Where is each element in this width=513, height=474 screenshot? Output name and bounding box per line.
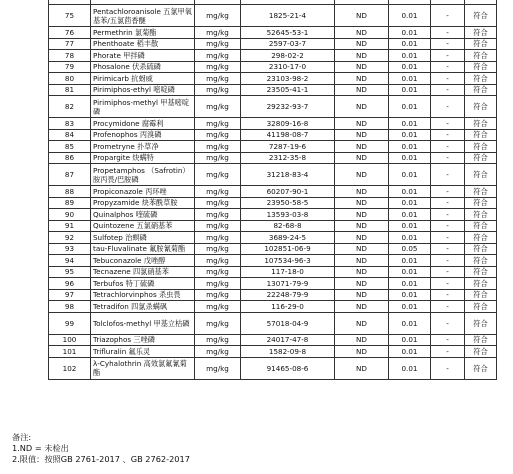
result-cell: ND bbox=[335, 5, 389, 27]
compound-name-cell: Tecnazene 四氯硝基苯 bbox=[91, 266, 195, 278]
dash-cell: - bbox=[431, 220, 465, 232]
limit-cell: 0.01 bbox=[389, 334, 431, 346]
row-number-cell: 91 bbox=[49, 220, 91, 232]
conclusion-cell: 符合 bbox=[465, 164, 497, 186]
table-row bbox=[49, 84, 497, 96]
row-number-cell: 81 bbox=[49, 84, 91, 96]
row-number-cell: 78 bbox=[49, 50, 91, 62]
table-row bbox=[49, 278, 497, 290]
result-cell: ND bbox=[335, 73, 389, 85]
compound-name-cell: Phorate 甲拌磷 bbox=[91, 50, 195, 62]
limit-cell: 0.01 bbox=[389, 84, 431, 96]
cas-number-cell: 52645-53-1 bbox=[241, 27, 335, 39]
result-cell: ND bbox=[335, 141, 389, 153]
unit-cell: mg/kg bbox=[195, 186, 241, 198]
cas-number-cell: 1825-21-4 bbox=[241, 5, 335, 27]
conclusion-cell: 符合 bbox=[465, 84, 497, 96]
row-number-cell: 79 bbox=[49, 61, 91, 73]
dash-cell: - bbox=[431, 27, 465, 39]
unit-cell: mg/kg bbox=[195, 197, 241, 209]
limit-cell: 0.01 bbox=[389, 197, 431, 209]
limit-cell: 0.01 bbox=[389, 164, 431, 186]
result-cell: ND bbox=[335, 61, 389, 73]
unit-cell: mg/kg bbox=[195, 209, 241, 221]
row-number-cell: 76 bbox=[49, 27, 91, 39]
limit-cell: 0.01 bbox=[389, 255, 431, 267]
dash-cell: - bbox=[431, 357, 465, 379]
result-cell: ND bbox=[335, 38, 389, 50]
dash-cell: - bbox=[431, 334, 465, 346]
conclusion-cell: 符合 bbox=[465, 38, 497, 50]
cas-number-cell: 116-29-0 bbox=[241, 301, 335, 313]
result-cell: ND bbox=[335, 278, 389, 290]
dash-cell: - bbox=[431, 209, 465, 221]
result-cell: ND bbox=[335, 152, 389, 164]
conclusion-cell: 符合 bbox=[465, 357, 497, 379]
unit-cell: mg/kg bbox=[195, 357, 241, 379]
dash-cell: - bbox=[431, 164, 465, 186]
compound-name-cell: Quinalphos 喹硫磷 bbox=[91, 209, 195, 221]
conclusion-cell: 符合 bbox=[465, 129, 497, 141]
conclusion-cell: 符合 bbox=[465, 301, 497, 313]
result-cell: ND bbox=[335, 164, 389, 186]
compound-name-cell: Propargite 炔螨特 bbox=[91, 152, 195, 164]
unit-cell: mg/kg bbox=[195, 346, 241, 358]
dash-cell: - bbox=[431, 50, 465, 62]
pesticide-residue-table bbox=[48, 0, 497, 380]
dash-cell: - bbox=[431, 346, 465, 358]
cas-number-cell: 13593-03-8 bbox=[241, 209, 335, 221]
compound-name-cell: Trifluralin 氟乐灵 bbox=[91, 346, 195, 358]
result-cell: ND bbox=[335, 209, 389, 221]
dash-cell: - bbox=[431, 266, 465, 278]
unit-cell: mg/kg bbox=[195, 61, 241, 73]
unit-cell: mg/kg bbox=[195, 141, 241, 153]
limit-cell: 0.01 bbox=[389, 312, 431, 334]
row-number-cell: 77 bbox=[49, 38, 91, 50]
cas-number-cell: 60207-90-1 bbox=[241, 186, 335, 198]
conclusion-cell: 符合 bbox=[465, 209, 497, 221]
limit-cell: 0.01 bbox=[389, 266, 431, 278]
row-number-cell: 80 bbox=[49, 73, 91, 85]
table-row bbox=[49, 197, 497, 209]
conclusion-cell: 符合 bbox=[465, 278, 497, 290]
result-cell: ND bbox=[335, 301, 389, 313]
table-row bbox=[49, 334, 497, 346]
note-line-nd: 1.ND = 未检出 bbox=[12, 443, 69, 453]
result-cell: ND bbox=[335, 266, 389, 278]
cas-number-cell: 82-68-8 bbox=[241, 220, 335, 232]
unit-cell: mg/kg bbox=[195, 301, 241, 313]
compound-name-cell: Pirimiphos-ethyl 嘧啶磷 bbox=[91, 84, 195, 96]
conclusion-cell: 符合 bbox=[465, 50, 497, 62]
result-cell: ND bbox=[335, 197, 389, 209]
unit-cell: mg/kg bbox=[195, 312, 241, 334]
unit-cell: mg/kg bbox=[195, 164, 241, 186]
limit-cell: 0.01 bbox=[389, 209, 431, 221]
cas-number-cell: 91465-08-6 bbox=[241, 357, 335, 379]
result-cell: ND bbox=[335, 186, 389, 198]
limit-cell: 0.01 bbox=[389, 141, 431, 153]
result-cell: ND bbox=[335, 84, 389, 96]
row-number-cell: 100 bbox=[49, 334, 91, 346]
result-cell: ND bbox=[335, 334, 389, 346]
row-number-cell: 89 bbox=[49, 197, 91, 209]
result-cell: ND bbox=[335, 255, 389, 267]
unit-cell: mg/kg bbox=[195, 152, 241, 164]
cas-number-cell: 107534-96-3 bbox=[241, 255, 335, 267]
conclusion-cell: 符合 bbox=[465, 118, 497, 130]
conclusion-cell: 符合 bbox=[465, 141, 497, 153]
conclusion-cell: 符合 bbox=[465, 312, 497, 334]
dash-cell: - bbox=[431, 118, 465, 130]
compound-name-cell: Propyzamide 炔苯酰草胺 bbox=[91, 197, 195, 209]
cas-number-cell: 13071-79-9 bbox=[241, 278, 335, 290]
unit-cell: mg/kg bbox=[195, 232, 241, 244]
row-number-cell: 86 bbox=[49, 152, 91, 164]
row-number-cell: 96 bbox=[49, 278, 91, 290]
notes-section bbox=[12, 432, 190, 465]
conclusion-cell: 符合 bbox=[465, 61, 497, 73]
cas-number-cell: 23103-98-2 bbox=[241, 73, 335, 85]
cas-number-cell: 298-02-2 bbox=[241, 50, 335, 62]
unit-cell: mg/kg bbox=[195, 96, 241, 118]
unit-cell: mg/kg bbox=[195, 243, 241, 255]
result-cell: ND bbox=[335, 357, 389, 379]
table-row bbox=[49, 301, 497, 313]
compound-name-cell: Quintozene 五氯硝基苯 bbox=[91, 220, 195, 232]
limit-cell: 0.01 bbox=[389, 289, 431, 301]
row-number-cell: 95 bbox=[49, 266, 91, 278]
compound-name-cell: Pentachloroanisole 五氯甲氧基苯/五氯茴香醚 bbox=[91, 5, 195, 27]
table-row bbox=[49, 186, 497, 198]
limit-cell: 0.01 bbox=[389, 50, 431, 62]
conclusion-cell: 符合 bbox=[465, 186, 497, 198]
cas-number-cell: 1582-09-8 bbox=[241, 346, 335, 358]
table-row bbox=[49, 152, 497, 164]
compound-name-cell: tau-Fluvalinate 氟胺氰菊酯 bbox=[91, 243, 195, 255]
compound-name-cell: Tetradifon 四氯杀螨砜 bbox=[91, 301, 195, 313]
table-row bbox=[49, 243, 497, 255]
dash-cell: - bbox=[431, 152, 465, 164]
row-number-cell: 75 bbox=[49, 5, 91, 27]
table-row bbox=[49, 164, 497, 186]
row-number-cell: 85 bbox=[49, 141, 91, 153]
limit-cell: 0.01 bbox=[389, 5, 431, 27]
compound-name-cell: Tetrachlorvinphos 杀虫畏 bbox=[91, 289, 195, 301]
compound-name-cell: Pirimiphos-methyl 甲基嘧啶磷 bbox=[91, 96, 195, 118]
dash-cell: - bbox=[431, 289, 465, 301]
limit-cell: 0.01 bbox=[389, 357, 431, 379]
conclusion-cell: 符合 bbox=[465, 346, 497, 358]
compound-name-cell: Phenthoate 稻丰散 bbox=[91, 38, 195, 50]
conclusion-cell: 符合 bbox=[465, 152, 497, 164]
row-number-cell: 84 bbox=[49, 129, 91, 141]
unit-cell: mg/kg bbox=[195, 5, 241, 27]
conclusion-cell: 符合 bbox=[465, 232, 497, 244]
dash-cell: - bbox=[431, 141, 465, 153]
result-cell: ND bbox=[335, 289, 389, 301]
cas-number-cell: 41198-08-7 bbox=[241, 129, 335, 141]
row-number-cell: 101 bbox=[49, 346, 91, 358]
conclusion-cell: 符合 bbox=[465, 266, 497, 278]
conclusion-cell: 符合 bbox=[465, 5, 497, 27]
table-row bbox=[49, 61, 497, 73]
table-row bbox=[49, 5, 497, 27]
table-row bbox=[49, 346, 497, 358]
dash-cell: - bbox=[431, 312, 465, 334]
dash-cell: - bbox=[431, 84, 465, 96]
compound-name-cell: Terbufos 特丁硫磷 bbox=[91, 278, 195, 290]
limit-cell: 0.01 bbox=[389, 27, 431, 39]
cas-number-cell: 3689-24-5 bbox=[241, 232, 335, 244]
compound-name-cell: Propetamphos （Safrotin）胺丙畏/巴胺磷 bbox=[91, 164, 195, 186]
conclusion-cell: 符合 bbox=[465, 73, 497, 85]
dash-cell: - bbox=[431, 197, 465, 209]
dash-cell: - bbox=[431, 73, 465, 85]
compound-name-cell: Sulfotep 治螟磷 bbox=[91, 232, 195, 244]
limit-cell: 0.05 bbox=[389, 243, 431, 255]
result-cell: ND bbox=[335, 346, 389, 358]
table-row bbox=[49, 220, 497, 232]
cas-number-cell: 7287-19-6 bbox=[241, 141, 335, 153]
limit-cell: 0.01 bbox=[389, 301, 431, 313]
unit-cell: mg/kg bbox=[195, 38, 241, 50]
row-number-cell: 87 bbox=[49, 164, 91, 186]
table-row bbox=[49, 129, 497, 141]
table-row bbox=[49, 232, 497, 244]
dash-cell: - bbox=[431, 243, 465, 255]
compound-name-cell: Profenophos 丙溴磷 bbox=[91, 129, 195, 141]
conclusion-cell: 符合 bbox=[465, 197, 497, 209]
unit-cell: mg/kg bbox=[195, 278, 241, 290]
table-body bbox=[49, 0, 497, 379]
table-row bbox=[49, 266, 497, 278]
cas-number-cell: 2310-17-0 bbox=[241, 61, 335, 73]
row-number-cell: 102 bbox=[49, 357, 91, 379]
unit-cell: mg/kg bbox=[195, 84, 241, 96]
table-row bbox=[49, 96, 497, 118]
unit-cell: mg/kg bbox=[195, 50, 241, 62]
row-number-cell: 92 bbox=[49, 232, 91, 244]
notes-heading: 备注: bbox=[12, 432, 32, 442]
limit-cell: 0.01 bbox=[389, 232, 431, 244]
cas-number-cell: 32809-16-8 bbox=[241, 118, 335, 130]
compound-name-cell: Permethrin 氯菊酯 bbox=[91, 27, 195, 39]
limit-cell: 0.01 bbox=[389, 220, 431, 232]
compound-name-cell: Propiconazole 丙环唑 bbox=[91, 186, 195, 198]
result-cell: ND bbox=[335, 220, 389, 232]
limit-cell: 0.01 bbox=[389, 61, 431, 73]
table-row bbox=[49, 50, 497, 62]
cas-number-cell: 57018-04-9 bbox=[241, 312, 335, 334]
dash-cell: - bbox=[431, 96, 465, 118]
conclusion-cell: 符合 bbox=[465, 220, 497, 232]
table-row bbox=[49, 255, 497, 267]
unit-cell: mg/kg bbox=[195, 129, 241, 141]
limit-cell: 0.01 bbox=[389, 73, 431, 85]
row-number-cell: 93 bbox=[49, 243, 91, 255]
row-number-cell: 88 bbox=[49, 186, 91, 198]
table-row bbox=[49, 289, 497, 301]
conclusion-cell: 符合 bbox=[465, 27, 497, 39]
compound-name-cell: Phosalone 伏杀硫磷 bbox=[91, 61, 195, 73]
row-number-cell: 99 bbox=[49, 312, 91, 334]
cas-number-cell: 102851-06-9 bbox=[241, 243, 335, 255]
table-row bbox=[49, 118, 497, 130]
table-row bbox=[49, 27, 497, 39]
dash-cell: - bbox=[431, 5, 465, 27]
row-number-cell: 83 bbox=[49, 118, 91, 130]
dash-cell: - bbox=[431, 255, 465, 267]
conclusion-cell: 符合 bbox=[465, 289, 497, 301]
note-line-limit-standard: 2.限值：按照GB 2761-2017 、GB 2762-2017 bbox=[12, 454, 190, 464]
unit-cell: mg/kg bbox=[195, 27, 241, 39]
table-row bbox=[49, 357, 497, 379]
unit-cell: mg/kg bbox=[195, 255, 241, 267]
result-cell: ND bbox=[335, 118, 389, 130]
compound-name-cell: Prometryne 扑草净 bbox=[91, 141, 195, 153]
compound-name-cell: λ-Cyhalothrin 高效氯氟氰菊酯 bbox=[91, 357, 195, 379]
limit-cell: 0.01 bbox=[389, 129, 431, 141]
limit-cell: 0.01 bbox=[389, 186, 431, 198]
result-cell: ND bbox=[335, 243, 389, 255]
cas-number-cell: 117-18-0 bbox=[241, 266, 335, 278]
result-cell: ND bbox=[335, 96, 389, 118]
conclusion-cell: 符合 bbox=[465, 96, 497, 118]
limit-cell: 0.01 bbox=[389, 96, 431, 118]
limit-cell: 0.01 bbox=[389, 346, 431, 358]
table-row bbox=[49, 141, 497, 153]
result-cell: ND bbox=[335, 129, 389, 141]
cas-number-cell: 23950-58-5 bbox=[241, 197, 335, 209]
cas-number-cell: 24017-47-8 bbox=[241, 334, 335, 346]
result-cell: ND bbox=[335, 27, 389, 39]
limit-cell: 0.01 bbox=[389, 278, 431, 290]
cas-number-cell: 23505-41-1 bbox=[241, 84, 335, 96]
dash-cell: - bbox=[431, 301, 465, 313]
unit-cell: mg/kg bbox=[195, 289, 241, 301]
limit-cell: 0.01 bbox=[389, 152, 431, 164]
conclusion-cell: 符合 bbox=[465, 334, 497, 346]
cas-number-cell: 2312-35-8 bbox=[241, 152, 335, 164]
limit-cell: 0.01 bbox=[389, 118, 431, 130]
dash-cell: - bbox=[431, 186, 465, 198]
compound-name-cell: Triazophos 三唑磷 bbox=[91, 334, 195, 346]
table-row bbox=[49, 38, 497, 50]
cas-number-cell: 2597-03-7 bbox=[241, 38, 335, 50]
dash-cell: - bbox=[431, 232, 465, 244]
dash-cell: - bbox=[431, 38, 465, 50]
row-number-cell: 98 bbox=[49, 301, 91, 313]
conclusion-cell: 符合 bbox=[465, 255, 497, 267]
cas-number-cell: 22248-79-9 bbox=[241, 289, 335, 301]
dash-cell: - bbox=[431, 61, 465, 73]
table-row bbox=[49, 312, 497, 334]
unit-cell: mg/kg bbox=[195, 220, 241, 232]
table-row bbox=[49, 209, 497, 221]
unit-cell: mg/kg bbox=[195, 73, 241, 85]
compound-name-cell: Tebuconazole 戊唑醇 bbox=[91, 255, 195, 267]
table-row bbox=[49, 73, 497, 85]
cas-number-cell: 31218-83-4 bbox=[241, 164, 335, 186]
compound-name-cell: Procymidone 腐霉利 bbox=[91, 118, 195, 130]
limit-cell: 0.01 bbox=[389, 38, 431, 50]
compound-name-cell: Tolclofos-methyl 甲基立枯磷 bbox=[91, 312, 195, 334]
unit-cell: mg/kg bbox=[195, 334, 241, 346]
row-number-cell: 82 bbox=[49, 96, 91, 118]
compound-name-cell: Pirimicarb 抗蚜威 bbox=[91, 73, 195, 85]
row-number-cell: 90 bbox=[49, 209, 91, 221]
row-number-cell: 97 bbox=[49, 289, 91, 301]
unit-cell: mg/kg bbox=[195, 118, 241, 130]
dash-cell: - bbox=[431, 129, 465, 141]
row-number-cell: 94 bbox=[49, 255, 91, 267]
result-cell: ND bbox=[335, 232, 389, 244]
conclusion-cell: 符合 bbox=[465, 243, 497, 255]
result-cell: ND bbox=[335, 312, 389, 334]
result-cell: ND bbox=[335, 50, 389, 62]
unit-cell: mg/kg bbox=[195, 266, 241, 278]
dash-cell: - bbox=[431, 278, 465, 290]
cas-number-cell: 29232-93-7 bbox=[241, 96, 335, 118]
